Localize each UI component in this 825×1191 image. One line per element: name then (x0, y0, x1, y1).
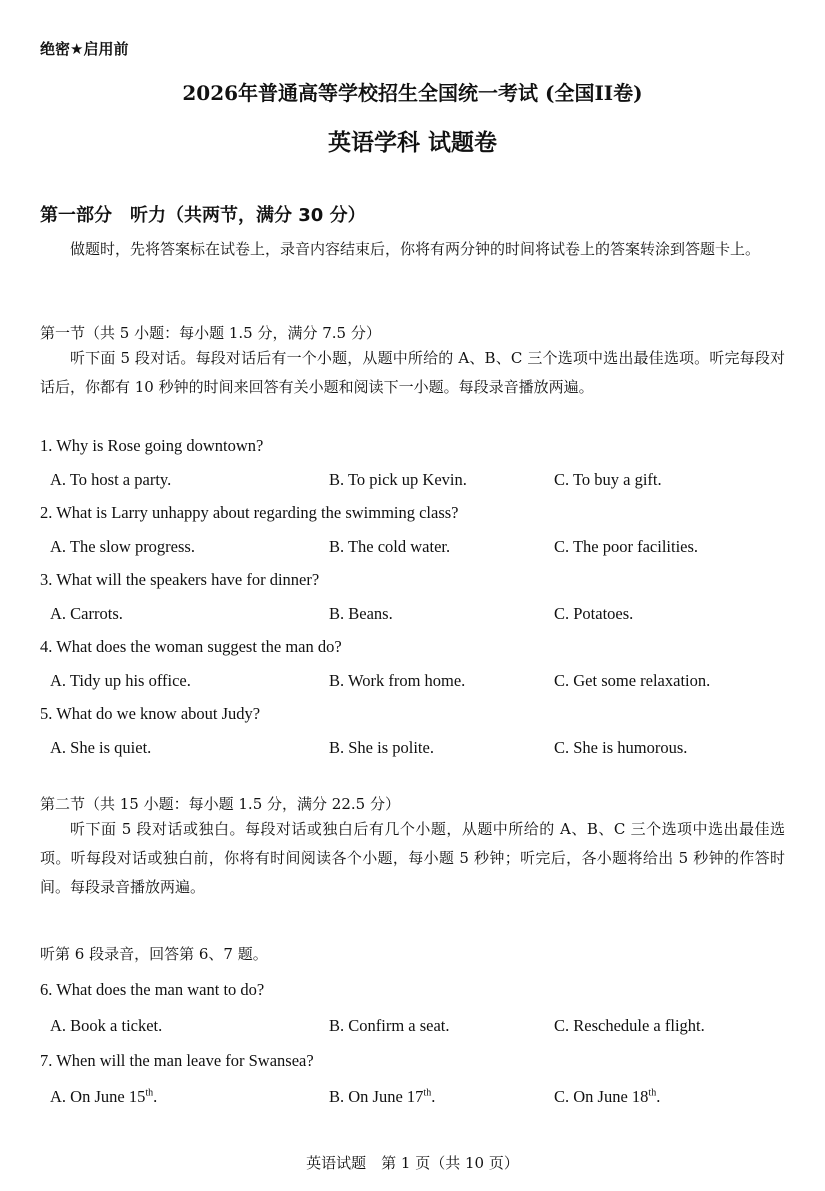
q2-option-b: B. The cold water. (329, 537, 451, 556)
page-footer: 英语试题 第 1 页（共 10 页） (306, 1154, 519, 1172)
q7-option-c-end: . (656, 1087, 661, 1106)
q4-option-a: A. Tidy up his office. (50, 671, 191, 690)
q7-option-c-suffix: th (648, 1087, 657, 1099)
exam-subtitle: 英语学科 试题卷 (327, 130, 497, 156)
q7-option-b (329, 1087, 435, 1107)
passage-6-instruction: 听第 6 段录音，回答第 6、7 题。 (40, 945, 268, 963)
q7-option-c (554, 1087, 660, 1107)
q5-option-c: C. She is humorous. (554, 738, 688, 757)
q6-option-a: A. Book a ticket. (50, 1016, 163, 1035)
q7-option-b-end: . (431, 1087, 436, 1106)
question-7: 7. When will the man leave for Swansea? (40, 1051, 314, 1070)
q7-option-b-text: B. On June 17 (329, 1087, 424, 1106)
q3-option-b: B. Beans. (329, 604, 393, 623)
q4-option-b: B. Work from home. (329, 671, 466, 690)
q4-option-c: C. Get some relaxation. (554, 671, 711, 690)
section-one-instructions: 听下面 5 段对话。每段对话后有一个小题，从题中所给的 A、B、C 三个选项中选出最佳选项。听完每段对话后，你都有 10 秒钟的时间来回答有关小题和阅读下一小题。每段录音播放两遍。 (40, 349, 785, 396)
q1-option-b: B. To pick up Kevin. (329, 470, 467, 489)
confidential-label: 绝密★启用前 (40, 40, 129, 58)
question-4: 4. What does the woman suggest the man do? (40, 637, 342, 656)
q1-option-a: A. To host a party. (50, 470, 172, 489)
q7-option-a (50, 1087, 157, 1107)
q7-option-b-suffix: th (423, 1087, 432, 1099)
q1-option-c: C. To buy a gift. (554, 470, 662, 489)
question-3: 3. What will the speakers have for dinner? (40, 570, 320, 589)
q7-option-a-text: A. On June 15 (50, 1087, 146, 1106)
section-two-instructions: 听下面 5 段对话或独白。每段对话或独白后有几个小题，从题中所给的 A、B、C 三个选项中选出最佳选项。听每段对话或独白前，你将有时间阅读各个小题，每小题 5 秒钟；听完后，各小题将给出 5 秒钟的作答时间。每段录音播放两遍。 (40, 820, 785, 896)
q5-option-b: B. She is polite. (329, 738, 434, 757)
q5-option-a: A. She is quiet. (50, 738, 152, 757)
question-2: 2. What is Larry unhappy about regarding the swimming class? (40, 503, 459, 522)
q3-option-a: A. Carrots. (50, 604, 123, 623)
section-one-heading: 第一节（共 5 小题：每小题 1.5 分，满分 7.5 分） (40, 324, 381, 342)
q2-option-a: A. The slow progress. (50, 537, 195, 556)
question-1: 1. Why is Rose going downtown? (40, 436, 264, 455)
question-5: 5. What do we know about Judy? (40, 704, 261, 723)
section-two-heading: 第二节（共 15 小题：每小题 1.5 分，满分 22.5 分） (40, 795, 400, 813)
q6-option-b: B. Confirm a seat. (329, 1016, 450, 1035)
question-6: 6. What does the man want to do? (40, 980, 265, 999)
q7-option-a-suffix: th (145, 1087, 154, 1099)
part-one-heading: 第一部分 听力（共两节，满分 30 分） (40, 205, 366, 226)
exam-title: 2026年普通高等学校招生全国统一考试 (全国II卷) (182, 81, 643, 105)
q7-option-c-text: C. On June 18 (554, 1087, 649, 1106)
q2-option-c: C. The poor facilities. (554, 537, 699, 556)
q3-option-c: C. Potatoes. (554, 604, 634, 623)
q6-option-c: C. Reschedule a flight. (554, 1016, 705, 1035)
part-one-instructions: 做题时，先将答案标在试卷上，录音内容结束后，你将有两分钟的时间将试卷上的答案转涂到答题卡上。 (70, 240, 761, 258)
q7-option-a-end: . (153, 1087, 158, 1106)
